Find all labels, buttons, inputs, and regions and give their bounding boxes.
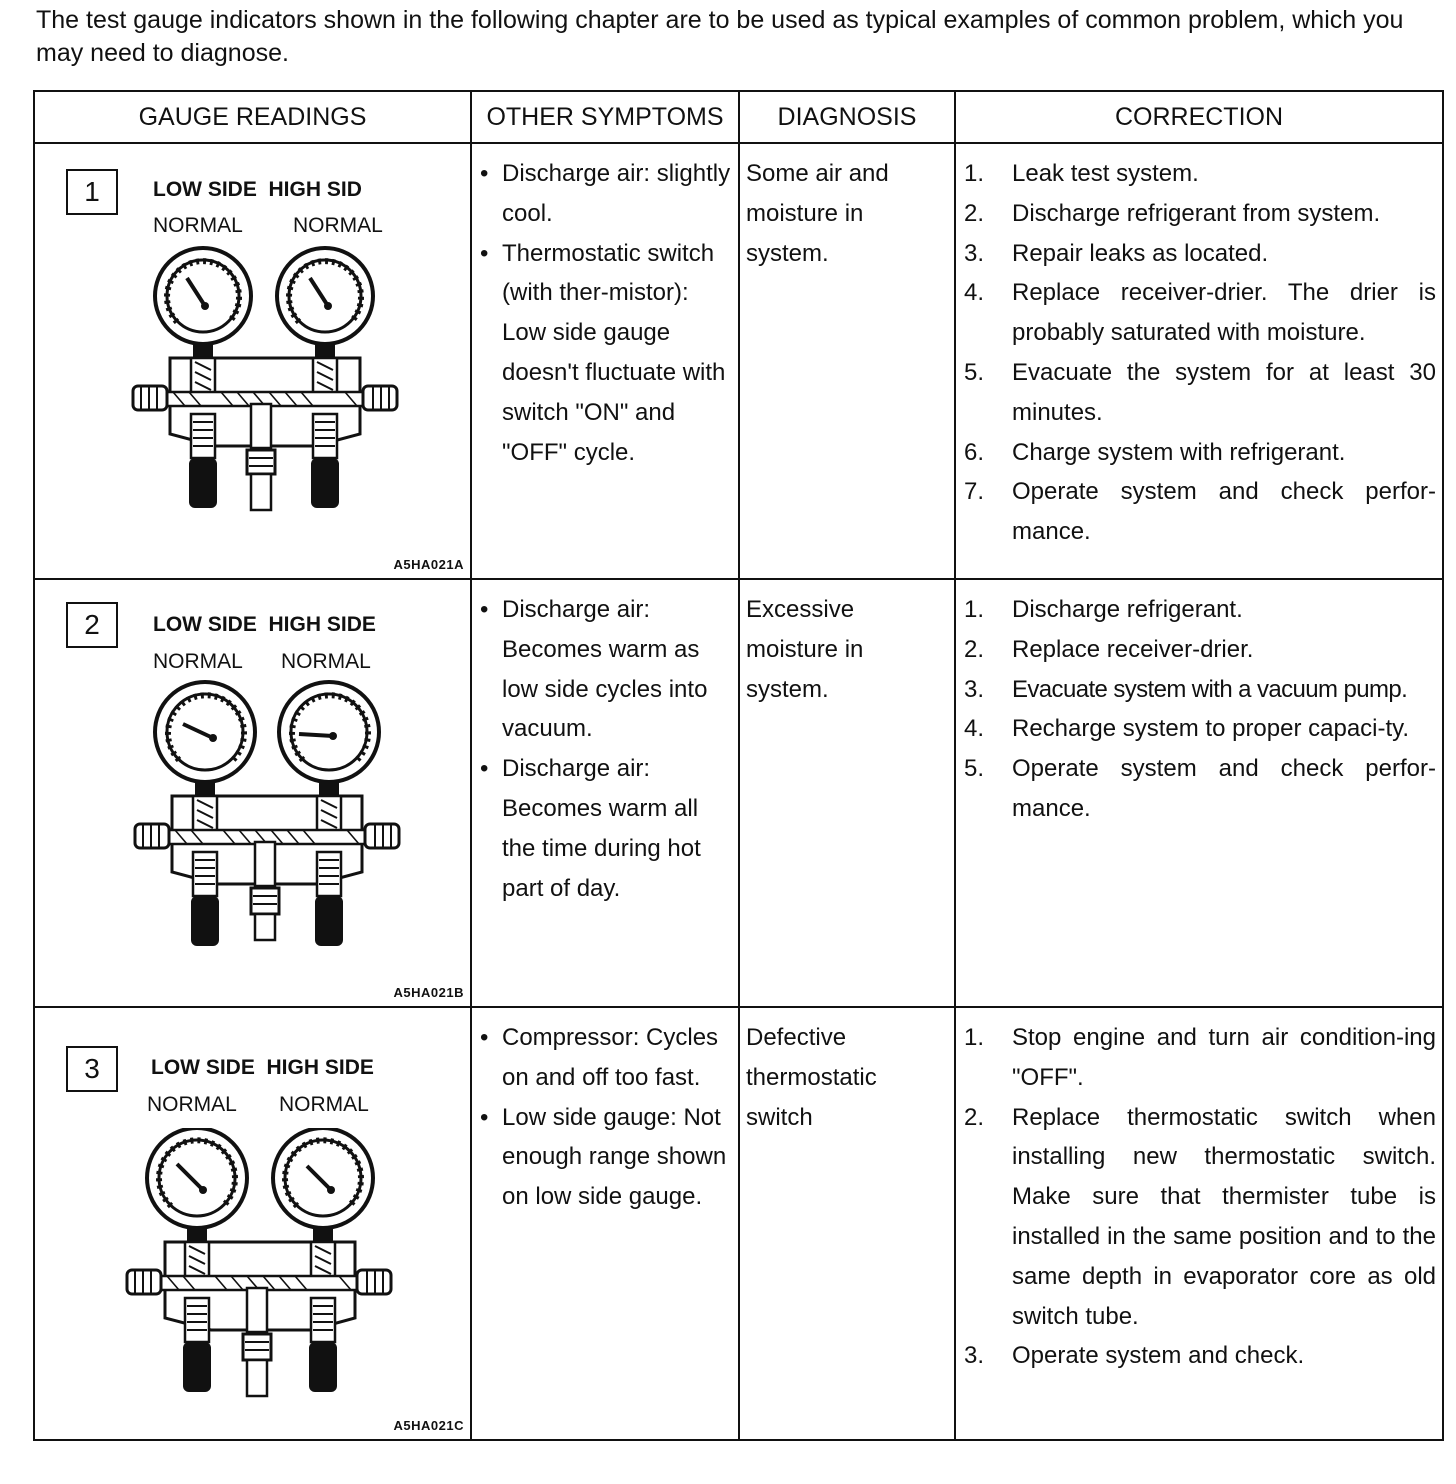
table-row (34, 579, 1443, 1007)
correction-step: 4. Recharge system to proper capaci-ty. (964, 715, 1410, 743)
symptom-item: • Low side gauge: Not enough range shown on low side gauge. (478, 1098, 734, 1217)
figure-code: A5HA021C (393, 1418, 464, 1433)
symptom-item: • Discharge air: Becomes warm all the time during hot part of day. (478, 749, 734, 908)
high-reading: NORMAL (281, 650, 371, 673)
low-side-label: LOW SIDE (153, 178, 257, 201)
correction-list (956, 1008, 1442, 1376)
header-correction: CORRECTION (955, 91, 1443, 143)
diagnosis-cell-3 (739, 1007, 955, 1440)
correction-step: 2. Replace thermostatic switch when installing new thermostatic switch. Make sure that thermister tube is installed in the same position and to the same depth in evaporator core as old switch tube. (964, 1103, 1436, 1330)
symptoms-list (472, 580, 738, 908)
low-reading: NORMAL (147, 1093, 237, 1116)
correction-step: 3. Repair leaks as located. (964, 239, 1269, 267)
manifold-gauge-figure (125, 246, 405, 526)
figure-code: A5HA021B (393, 985, 464, 1000)
correction-list (956, 144, 1442, 552)
correction-step: 5. Operate system and check perfor-mance. (964, 755, 1436, 822)
gauge-side-labels (151, 1056, 374, 1080)
figure-code: A5HA021A (393, 557, 464, 572)
correction-cell-1 (955, 143, 1443, 579)
symptom-item: • Compressor: Cycles on and off too fast. (478, 1018, 734, 1098)
table-row (34, 1007, 1443, 1440)
correction-step: 2. Replace receiver-drier. (964, 635, 1254, 663)
correction-step: 1. Leak test system. (964, 160, 1199, 187)
low-reading: NORMAL (153, 650, 243, 673)
high-reading: NORMAL (279, 1093, 369, 1116)
manifold-gauge-figure (127, 680, 407, 970)
correction-step: 7. Operate system and check perfor-mance. (964, 478, 1436, 546)
high-side-label: HIGH SIDE (266, 1056, 374, 1079)
symptom-item: • Discharge air: Becomes warm as low side cycles into vacuum. (478, 590, 734, 749)
correction-step: 6. Charge system with refrigerant. (964, 438, 1346, 466)
symptoms-cell-3 (471, 1007, 739, 1440)
gauge-side-labels (153, 613, 376, 637)
gauge-side-labels (153, 178, 362, 202)
symptom-item: • Thermostatic switch (with ther-mistor): Low side gauge doesn't fluctuate with switch "ON" and "OFF" cycle. (478, 234, 734, 473)
gauge-cell-3 (34, 1007, 471, 1440)
correction-step: 4. Replace receiver-drier. The drier is probably saturated with moisture. (964, 279, 1436, 347)
correction-step: 2. Discharge refrigerant from system. (964, 199, 1381, 227)
correction-list (956, 580, 1442, 829)
header-diagnosis: DIAGNOSIS (739, 91, 955, 143)
correction-cell-3 (955, 1007, 1443, 1440)
diagnosis-cell-1 (739, 143, 955, 579)
high-reading: NORMAL (293, 214, 383, 237)
correction-step: 3. Operate system and check. (964, 1342, 1305, 1370)
symptoms-cell-2 (471, 579, 739, 1007)
correction-step: 1. Discharge refrigerant. (964, 596, 1243, 623)
correction-step: 5. Evacuate the system for at least 30 minutes. (964, 358, 1436, 426)
correction-step: 1. Stop engine and turn air condition-ing "OFF". (964, 1024, 1436, 1091)
row-number-box: 2 (66, 602, 118, 648)
intro-paragraph: The test gauge indicators shown in the following chapter are to be used as typical examples of common problem, which you may need to diagnose. (36, 6, 1404, 67)
manifold-gauge-figure (123, 1128, 403, 1408)
diagnosis-text: Defective thermostatic switch (746, 1024, 877, 1131)
high-side-label: HIGH SIDE (268, 613, 376, 636)
diagnosis-cell-2 (739, 579, 955, 1007)
low-side-label: LOW SIDE (153, 613, 257, 636)
symptoms-cell-1 (471, 143, 739, 579)
header-other-symptoms: OTHER SYMPTOMS (471, 91, 739, 143)
symptom-item: • Discharge air: slightly cool. (478, 154, 734, 234)
header-row (34, 91, 1443, 143)
correction-cell-2 (955, 579, 1443, 1007)
diagnosis-text: Excessive moisture in system. (746, 596, 864, 703)
high-side-label: HIGH SID (268, 178, 362, 201)
gauge-cell-2 (34, 579, 471, 1007)
row-number-box: 1 (66, 169, 118, 215)
low-reading: NORMAL (153, 214, 243, 237)
header-gauge-readings: GAUGE READINGS (34, 91, 471, 143)
symptoms-list (472, 1008, 738, 1217)
gauge-cell-1 (34, 143, 471, 579)
table-row (34, 143, 1443, 579)
correction-step: 3. Evacuate system with a vacuum pump. (964, 675, 1408, 703)
row-number-box: 3 (66, 1046, 118, 1092)
diagnosis-text: Some air and moisture in system. (746, 160, 889, 267)
low-side-label: LOW SIDE (151, 1056, 255, 1079)
symptoms-list (472, 144, 738, 472)
diagnosis-table (33, 90, 1444, 1441)
